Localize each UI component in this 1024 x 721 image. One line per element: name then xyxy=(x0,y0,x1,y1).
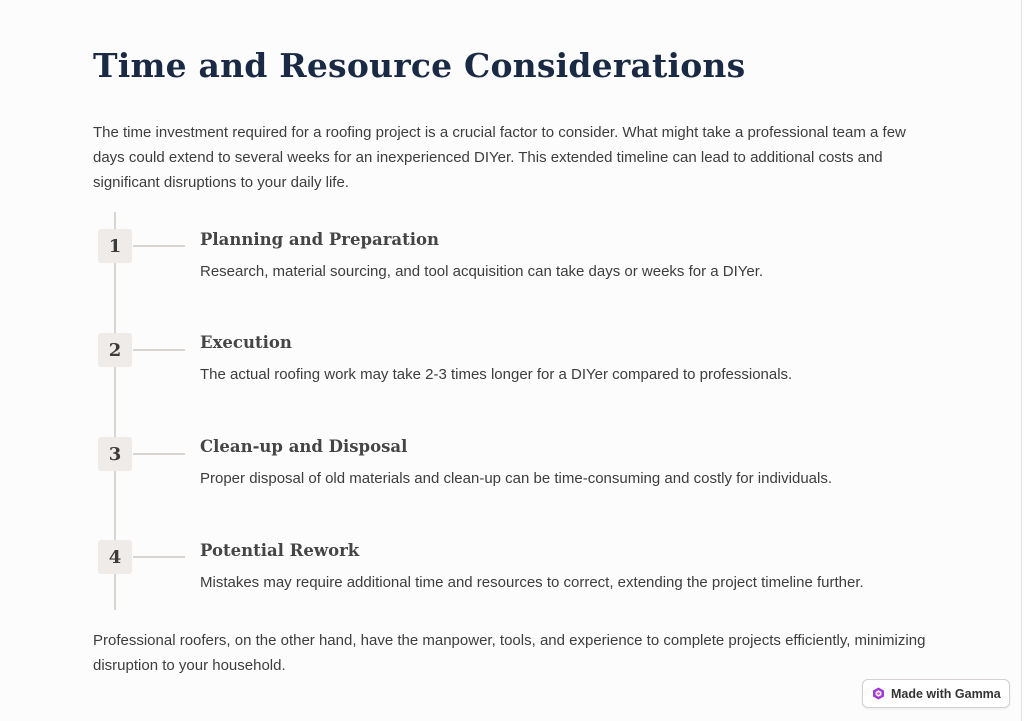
step-description: The actual roofing work may take 2-3 times longer for a DIYer compared to professionals. xyxy=(200,366,793,383)
outro-paragraph: Professional roofers, on the other hand, have the manpower, tools, and experience to complete projects efficiently, minimizing disruption to your household. xyxy=(93,632,926,674)
badge-label: Made with Gamma xyxy=(891,686,1001,701)
timeline-step-3 xyxy=(0,437,1000,517)
step-description: Research, material sourcing, and tool acquisition can take days or weeks for a DIYer. xyxy=(200,263,764,280)
intro-paragraph: The time investment required for a roofing project is a crucial factor to consider. What might take a professional team a few days could extend to several weeks for an inexperienced DIYer. This extended timeline can lead to additional costs and significant disruptions to your daily life. xyxy=(93,124,906,191)
timeline-step-2 xyxy=(0,333,1000,413)
step-title: Planning and Preparation xyxy=(200,230,439,249)
gamma-logo-icon xyxy=(872,687,885,700)
page-title: Time and Resource Considerations xyxy=(93,46,746,85)
step-title: Potential Rework xyxy=(200,541,360,560)
step-description: Proper disposal of old materials and clean-up can be time-consuming and costly for individuals. xyxy=(200,470,832,487)
step-number-badge: 4 xyxy=(98,540,132,574)
step-number-badge: 2 xyxy=(98,333,132,367)
timeline-step-1 xyxy=(0,229,1000,309)
step-connector xyxy=(133,245,185,247)
step-title: Clean-up and Disposal xyxy=(200,437,408,456)
step-description: Mistakes may require additional time and resources to correct, extending the project timeline further. xyxy=(200,574,864,591)
step-number-badge: 1 xyxy=(98,229,132,263)
step-title: Execution xyxy=(200,333,292,352)
made-with-gamma-button[interactable] xyxy=(862,679,1010,708)
step-connector xyxy=(133,349,185,351)
step-number-badge: 3 xyxy=(98,437,132,471)
step-connector xyxy=(133,556,185,558)
step-connector xyxy=(133,453,185,455)
timeline-step-4 xyxy=(0,540,1000,620)
